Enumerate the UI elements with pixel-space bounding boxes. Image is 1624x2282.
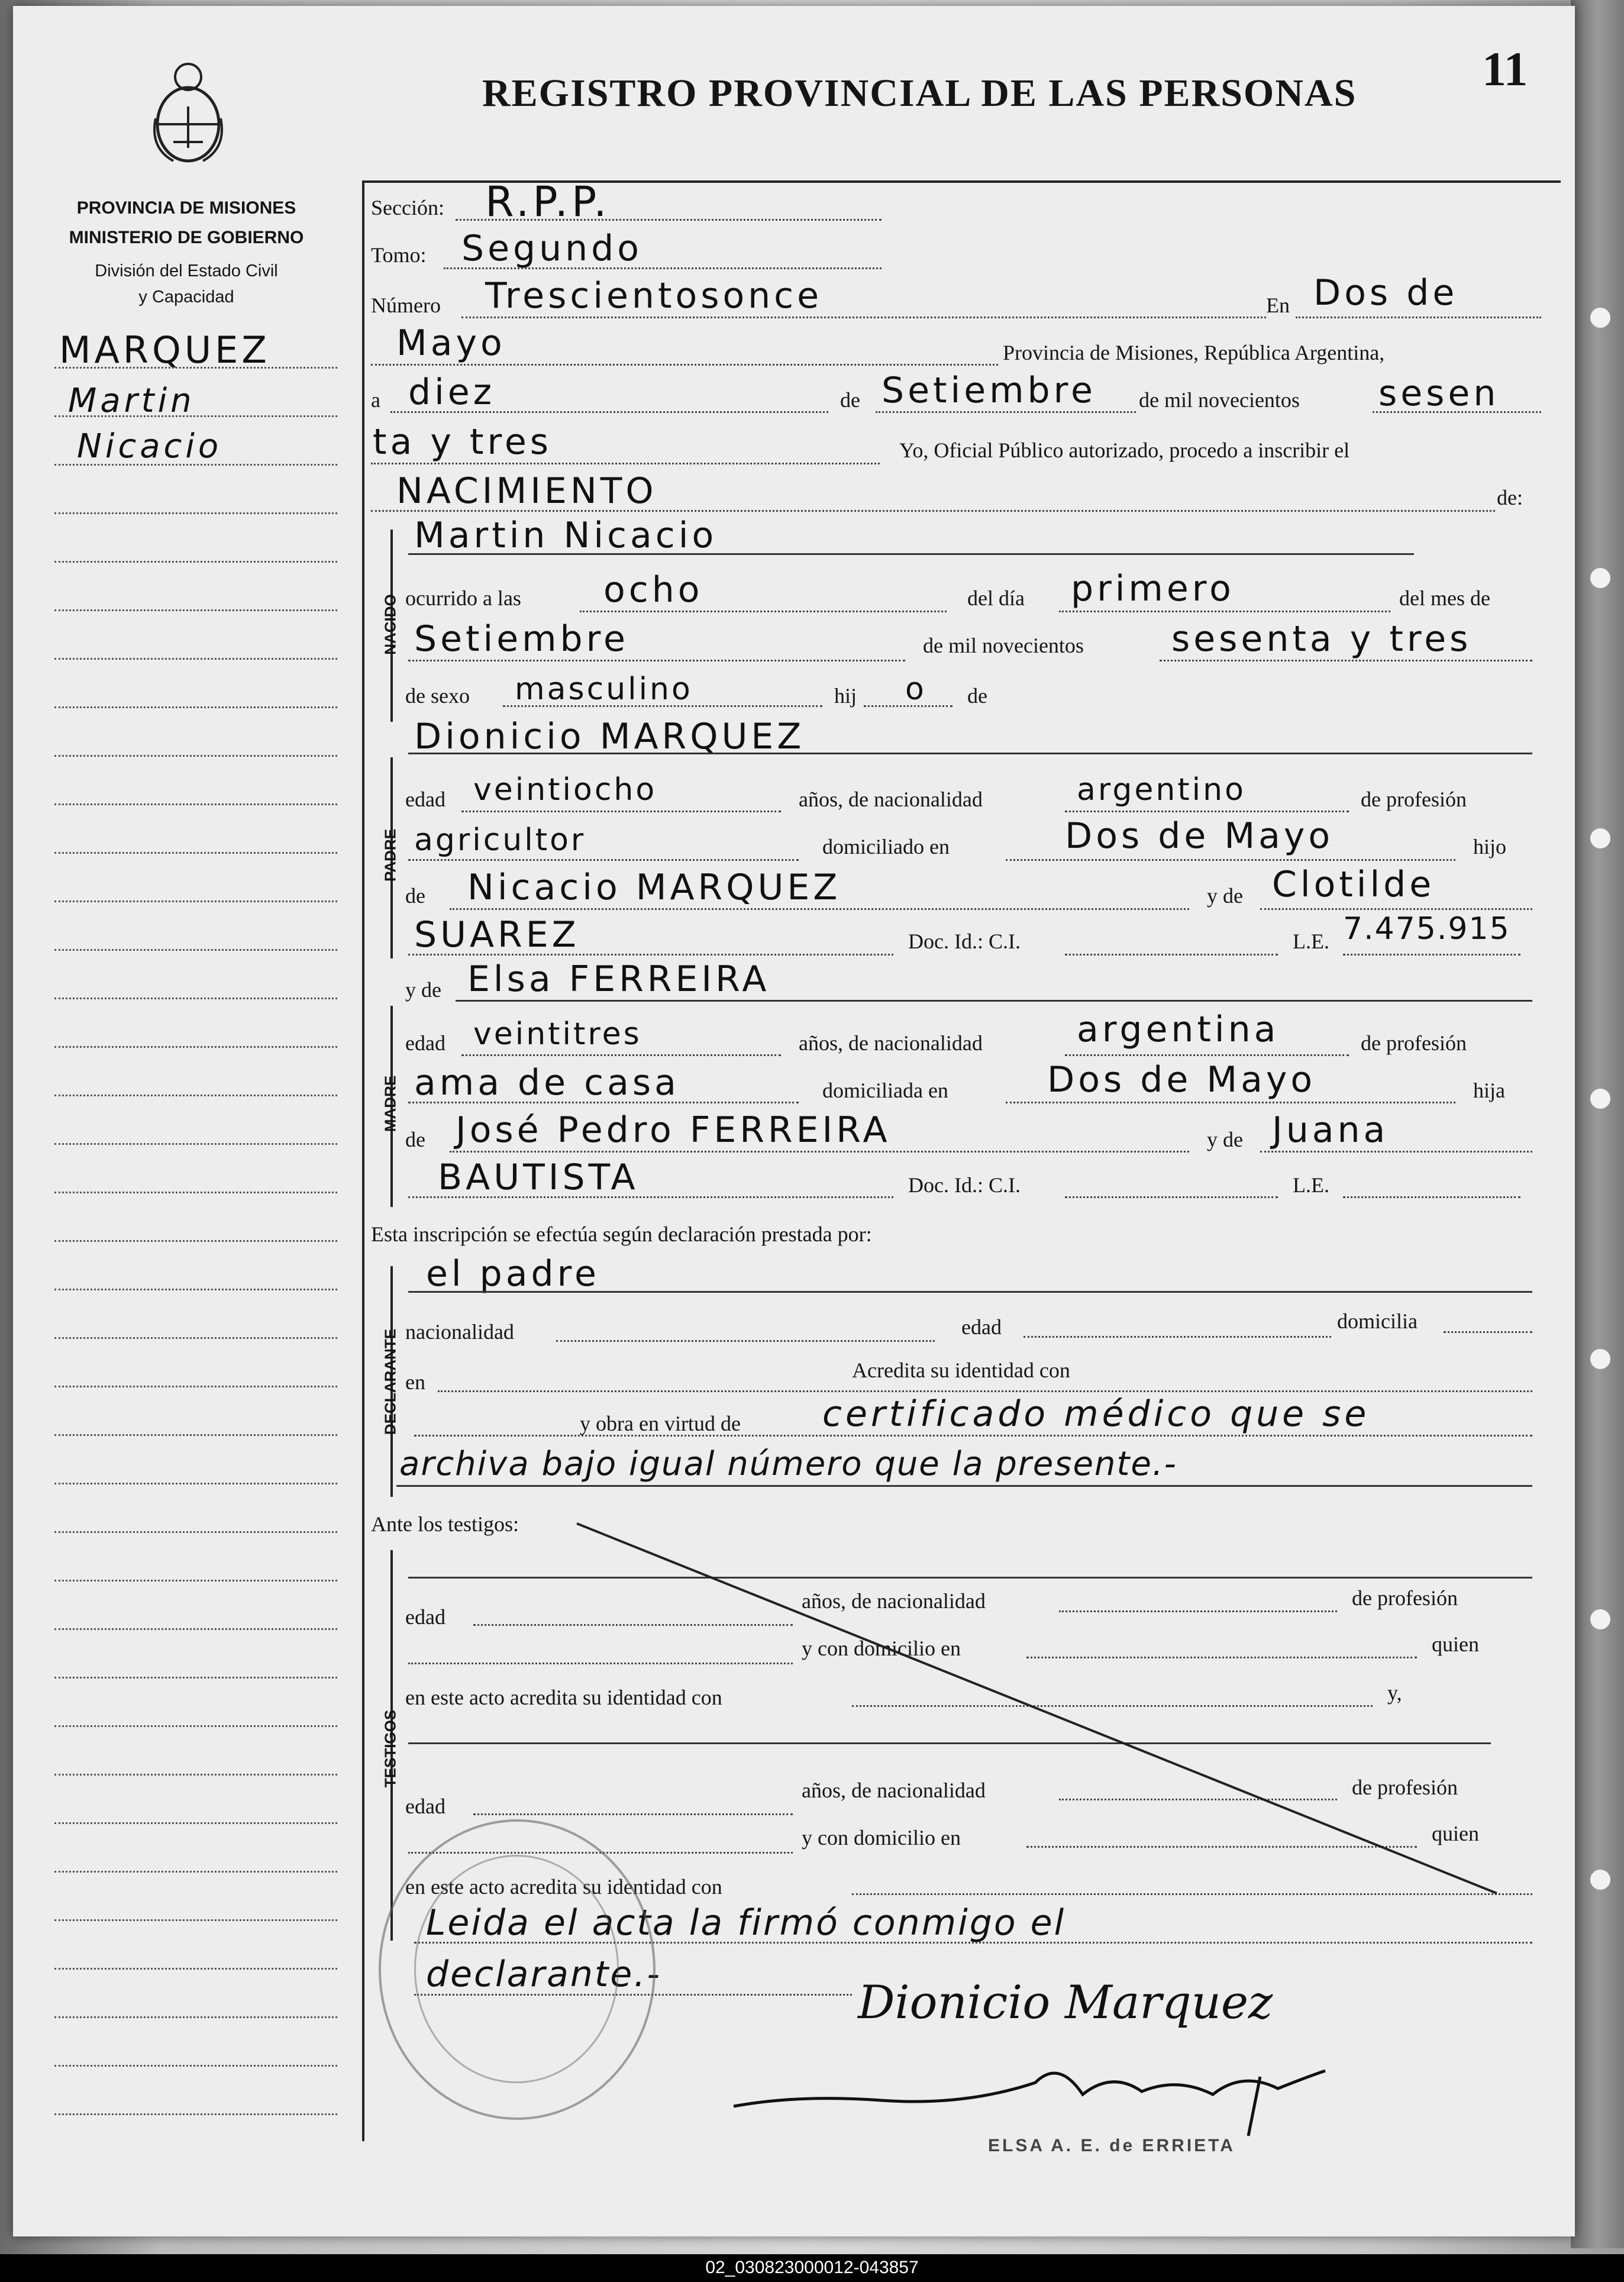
division-name: División del Estado Civil xyxy=(95,262,278,280)
padre-prof-value: agricultor xyxy=(414,822,586,858)
madre-prof-label: de profesión xyxy=(1361,1031,1467,1055)
de-label: de xyxy=(840,388,860,412)
madre-doc-label: Doc. Id.: C.I. xyxy=(908,1173,1021,1197)
madre-y-de-label-2: y de xyxy=(1207,1128,1243,1151)
padre-hijo-label: hijo xyxy=(1473,835,1507,858)
en-label: En xyxy=(1266,293,1290,317)
madre-prof-value: ama de casa xyxy=(414,1062,680,1103)
declarante-nac-label: nacionalidad xyxy=(405,1320,514,1344)
seccion-label: Sección: xyxy=(371,196,444,220)
a-label: a xyxy=(371,388,380,412)
numero-label: Número xyxy=(371,293,441,317)
declaracion-value: el padre xyxy=(426,1253,600,1295)
madre-nac-value: argentina xyxy=(1077,1009,1280,1050)
declarante-obra-label: y obra en virtud de xyxy=(580,1412,741,1435)
declaracion-text: Esta inscripción se efectúa según declaración prestada por: xyxy=(371,1222,872,1246)
numero-value: Trescientosonce xyxy=(485,275,823,317)
de-colon: de: xyxy=(1497,486,1523,509)
padre-nac-value: argentino xyxy=(1077,772,1246,808)
yo-text: Yo, Oficial Público autorizado, procedo a inscribir el xyxy=(899,438,1350,462)
testigo1-prof-label: de profesión xyxy=(1352,1586,1458,1610)
hijo-value: o xyxy=(905,672,926,707)
nombre-value: Martin Nicacio xyxy=(414,515,718,556)
padre-y-de-label: y de xyxy=(1207,884,1243,908)
testigo1-edad-label: edad xyxy=(405,1605,445,1629)
padre-padre-value: Nicacio MARQUEZ xyxy=(467,867,841,908)
de-nac-label: de xyxy=(967,684,987,708)
padre-le-label: L.E. xyxy=(1293,929,1329,953)
acto-value: NACIMIENTO xyxy=(396,470,657,512)
testigo2-quien-label: quien xyxy=(1432,1822,1479,1845)
declarante-obra-value: certificado médico que se xyxy=(822,1393,1370,1435)
padre-madre-value-2: SUAREZ xyxy=(414,914,580,956)
madre-madre-value-1: Juana xyxy=(1272,1109,1389,1151)
mil-nac-label: de mil novecientos xyxy=(923,634,1084,657)
footer-bar xyxy=(0,2254,1624,2282)
testigos-section-label: TESTIGOS xyxy=(381,1709,399,1788)
mes-value: Setiembre xyxy=(882,370,1096,411)
officer-name-stamp: ELSA A. E. de ERRIETA xyxy=(988,2136,1235,2155)
dia-value: diez xyxy=(408,372,496,413)
place-value: Mayo xyxy=(396,322,506,364)
province-name: PROVINCIA DE MISIONES xyxy=(76,198,296,218)
madre-section-label: MADRE xyxy=(381,1075,399,1132)
en-value: Dos de xyxy=(1313,272,1458,314)
padre-madre-value-1: Clotilde xyxy=(1272,864,1435,905)
madre-dom-label: domiciliada en xyxy=(822,1079,948,1102)
tomo-label: Tomo: xyxy=(371,243,427,267)
sexo-label: de sexo xyxy=(405,684,470,708)
hijo-label: hij xyxy=(834,684,857,708)
testigo1-quien-label: quien xyxy=(1432,1632,1479,1656)
official-seal-inner xyxy=(414,1855,619,2083)
anio-value-1: sesen xyxy=(1378,373,1500,414)
madre-nac-label: años, de nacionalidad xyxy=(799,1031,983,1055)
padre-nombre-value: Dionicio MARQUEZ xyxy=(414,716,805,757)
testigo2-acredita-label: en este acto acredita su identidad con xyxy=(405,1875,722,1899)
testigo1-dom-label: y con domicilio en xyxy=(802,1637,961,1660)
madre-dom-value: Dos de Mayo xyxy=(1047,1059,1316,1100)
madre-le-label: L.E. xyxy=(1293,1173,1329,1197)
testigo2-dom-label: y con domicilio en xyxy=(802,1826,961,1850)
sexo-value: masculino xyxy=(515,672,693,707)
declarante-en-label: en xyxy=(405,1370,425,1394)
madre-edad-label: edad xyxy=(405,1031,445,1055)
padre-dom-value: Dos de Mayo xyxy=(1065,815,1334,857)
declarante-acredita-label: Acredita su identidad con xyxy=(852,1358,1070,1382)
testigos-ante-label: Ante los testigos: xyxy=(371,1512,519,1536)
provincia-text: Provincia de Misiones, República Argentina, xyxy=(1003,341,1385,364)
padre-prof-label: de profesión xyxy=(1361,787,1467,811)
padre-dom-label: domiciliado en xyxy=(822,835,950,858)
mes-nac-value: Setiembre xyxy=(414,618,629,660)
footer-id: 02_030823000012-043857 xyxy=(705,2258,919,2277)
declarante-obra-value-2: archiva bajo igual número que la presente.- xyxy=(399,1445,1177,1483)
del-mes-label: del mes de xyxy=(1399,586,1490,610)
anio-nac-value: sesenta y tres xyxy=(1171,618,1472,660)
padre-section-label: PADRE xyxy=(381,828,399,882)
madre-edad-value: veintitres xyxy=(473,1016,642,1052)
madre-y-de-label: y de xyxy=(405,978,441,1002)
testigo2-edad-label: edad xyxy=(405,1794,445,1818)
seccion-value: R.P.P. xyxy=(485,177,611,226)
madre-nombre-value: Elsa FERREIRA xyxy=(467,958,770,1000)
padre-de-label: de xyxy=(405,884,425,908)
registry-title: REGISTRO PROVINCIAL DE LAS PERSONAS xyxy=(482,72,1357,115)
tomo-value: Segundo xyxy=(461,228,643,269)
margin-first-name: Martin xyxy=(68,382,195,420)
testigo2-nac-label: años, de nacionalidad xyxy=(802,1779,986,1802)
page-number: 11 xyxy=(1482,42,1528,96)
padre-nac-label: años, de nacionalidad xyxy=(799,787,983,811)
testigo1-nac-label: años, de nacionalidad xyxy=(802,1589,986,1613)
declarante-signature: Dionicio Marquez xyxy=(858,1976,1273,2029)
margin-middle-name: Nicacio xyxy=(77,427,222,466)
declarante-domicilia-label: domicilia xyxy=(1337,1309,1418,1333)
mil-text: de mil novecientos xyxy=(1139,388,1300,412)
division-subname: y Capacidad xyxy=(138,288,234,306)
madre-padre-value: José Pedro FERREIRA xyxy=(456,1109,891,1151)
del-dia-label: del día xyxy=(967,586,1025,610)
padre-doc-label: Doc. Id.: C.I. xyxy=(908,929,1021,953)
declarante-edad-label: edad xyxy=(961,1315,1002,1339)
madre-de-label: de xyxy=(405,1128,425,1151)
padre-edad-value: veintiocho xyxy=(473,772,657,808)
nacido-section-label: NACIDO xyxy=(381,594,399,655)
ministry-name: MINISTERIO DE GOBIERNO xyxy=(69,228,304,247)
closing-line-2: declarante.- xyxy=(426,1954,662,1995)
madre-hija-label: hija xyxy=(1473,1079,1505,1102)
testigo2-prof-label: de profesión xyxy=(1352,1776,1458,1799)
anio-value-2: ta y tres xyxy=(373,421,552,463)
margin-surname: MARQUEZ xyxy=(59,328,270,372)
declarante-section-label: DECLARANTE xyxy=(381,1328,399,1435)
testigo1-y-label: y, xyxy=(1387,1681,1402,1705)
closing-line-1: Leida el acta la firmó conmigo el xyxy=(426,1902,1066,1944)
hora-value: ocho xyxy=(603,569,703,611)
padre-edad-label: edad xyxy=(405,787,445,811)
dia-nac-value: primero xyxy=(1071,568,1235,609)
testigo1-acredita-label: en este acto acredita su identidad con xyxy=(405,1686,722,1709)
madre-madre-value-2: BAUTISTA xyxy=(438,1157,639,1198)
padre-le-value: 7.475.915 xyxy=(1343,911,1510,947)
ocurrido-label: ocurrido a las xyxy=(405,586,521,610)
